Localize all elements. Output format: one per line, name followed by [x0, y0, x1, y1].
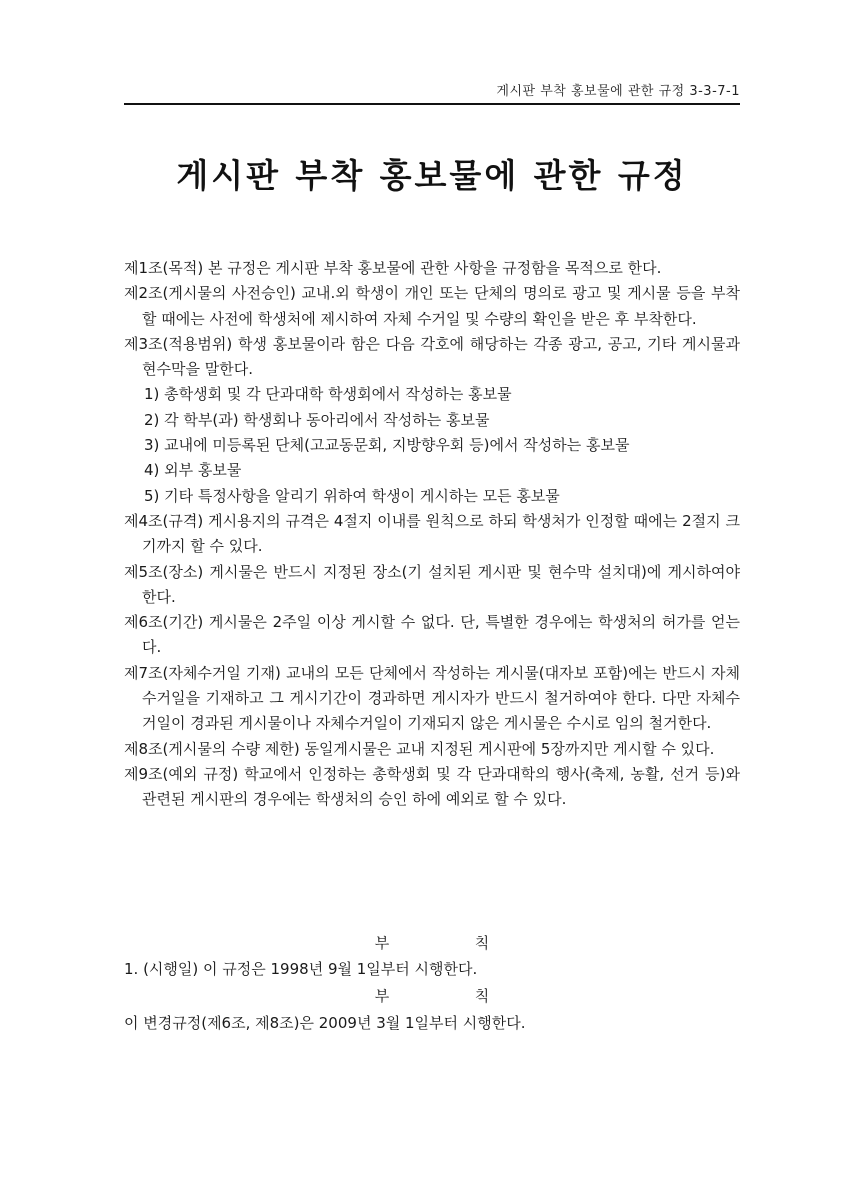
article-7: 제7조(자체수거일 기재) 교내의 모든 단체에서 작성하는 게시물(대자보 포함)에는 반드시 자체수거일을 기재하고 그 게시기간이 경과하면 게시자가 반드시 철거하여야 한다. 다만 자체수거일이 경과된 게시물이나 자체수거일이 기재되지 않은 게시물은 수시로 임의 철거한다.	[124, 663, 740, 733]
supplementary-heading-1-left: 부	[374, 934, 390, 952]
article-3-item-4: 4) 외부 홍보물	[144, 461, 242, 480]
supplementary-heading-1	[124, 932, 740, 953]
supplementary-heading-2	[124, 985, 740, 1006]
header-reference: 게시판 부착 홍보물에 관한 규정 3-3-7-1	[496, 84, 740, 99]
supplementary-heading-2-right: 칙	[474, 987, 490, 1005]
article-2: 제2조(게시물의 사전승인) 교내.외 학생이 개인 또는 단체의 명의로 광고 및 게시물 등을 부착할 때에는 사전에 학생처에 제시하여 자체 수거일 및 수량의 확인을 받은 후 부착한다.	[124, 284, 740, 328]
supplementary-provision-2: 이 변경규정(제6조, 제8조)은 2009년 3월 1일부터 시행한다.	[124, 1014, 526, 1032]
article-6: 제6조(기간) 게시물은 2주일 이상 게시할 수 없다. 단, 특별한 경우에는 학생처의 허가를 얻는다.	[124, 613, 740, 657]
article-4: 제4조(규격) 게시용지의 규격은 4절지 이내를 원칙으로 하되 학생처가 인정할 때에는 2절지 크기까지 할 수 있다.	[124, 511, 740, 556]
supplementary-heading-1-right: 칙	[474, 934, 490, 952]
article-3: 제3조(적용범위) 학생 홍보물이라 함은 다음 각호에 해당하는 각종 광고, 공고, 기타 게시물과 현수막을 말한다.	[124, 334, 740, 379]
article-1: 제1조(목적) 본 규정은 게시판 부착 홍보물에 관한 사항을 규정함을 목적으로 한다.	[124, 259, 662, 277]
article-5: 제5조(장소) 게시물은 반드시 지정된 장소(기 설치된 게시판 및 현수막 설치대)에 게시하여야 한다.	[124, 562, 740, 606]
article-9: 제9조(예외 규정) 학교에서 인정하는 총학생회 및 각 단과대학의 행사(축제, 농활, 선거 등)와 관련된 게시판의 경우에는 학생처의 승인 하에 예외로 할 수 있다.	[124, 764, 740, 809]
article-3-item-1: 1) 총학생회 및 각 단과대학 학생회에서 작성하는 홍보물	[144, 385, 512, 404]
supplementary-heading-2-left: 부	[374, 987, 390, 1005]
article-3-item-3: 3) 교내에 미등록된 단체(고교동문회, 지방향우회 등)에서 작성하는 홍보물	[144, 436, 630, 455]
header-divider	[124, 103, 740, 105]
document-title: 게시판 부착 홍보물에 관한 규정	[176, 156, 688, 195]
regulation-body	[124, 256, 740, 813]
supplementary-provision-1: 1. (시행일) 이 규정은 1998년 9월 1일부터 시행한다.	[124, 960, 478, 978]
article-8: 제8조(게시물의 수량 제한) 동일게시물은 교내 지정된 게시판에 5장까지만 게시할 수 있다.	[124, 739, 715, 758]
article-3-item-2: 2) 각 학부(과) 학생회나 동아리에서 작성하는 홍보물	[144, 410, 490, 429]
article-3-item-5: 5) 기타 특정사항을 알리기 위하여 학생이 게시하는 모든 홍보물	[144, 486, 560, 505]
